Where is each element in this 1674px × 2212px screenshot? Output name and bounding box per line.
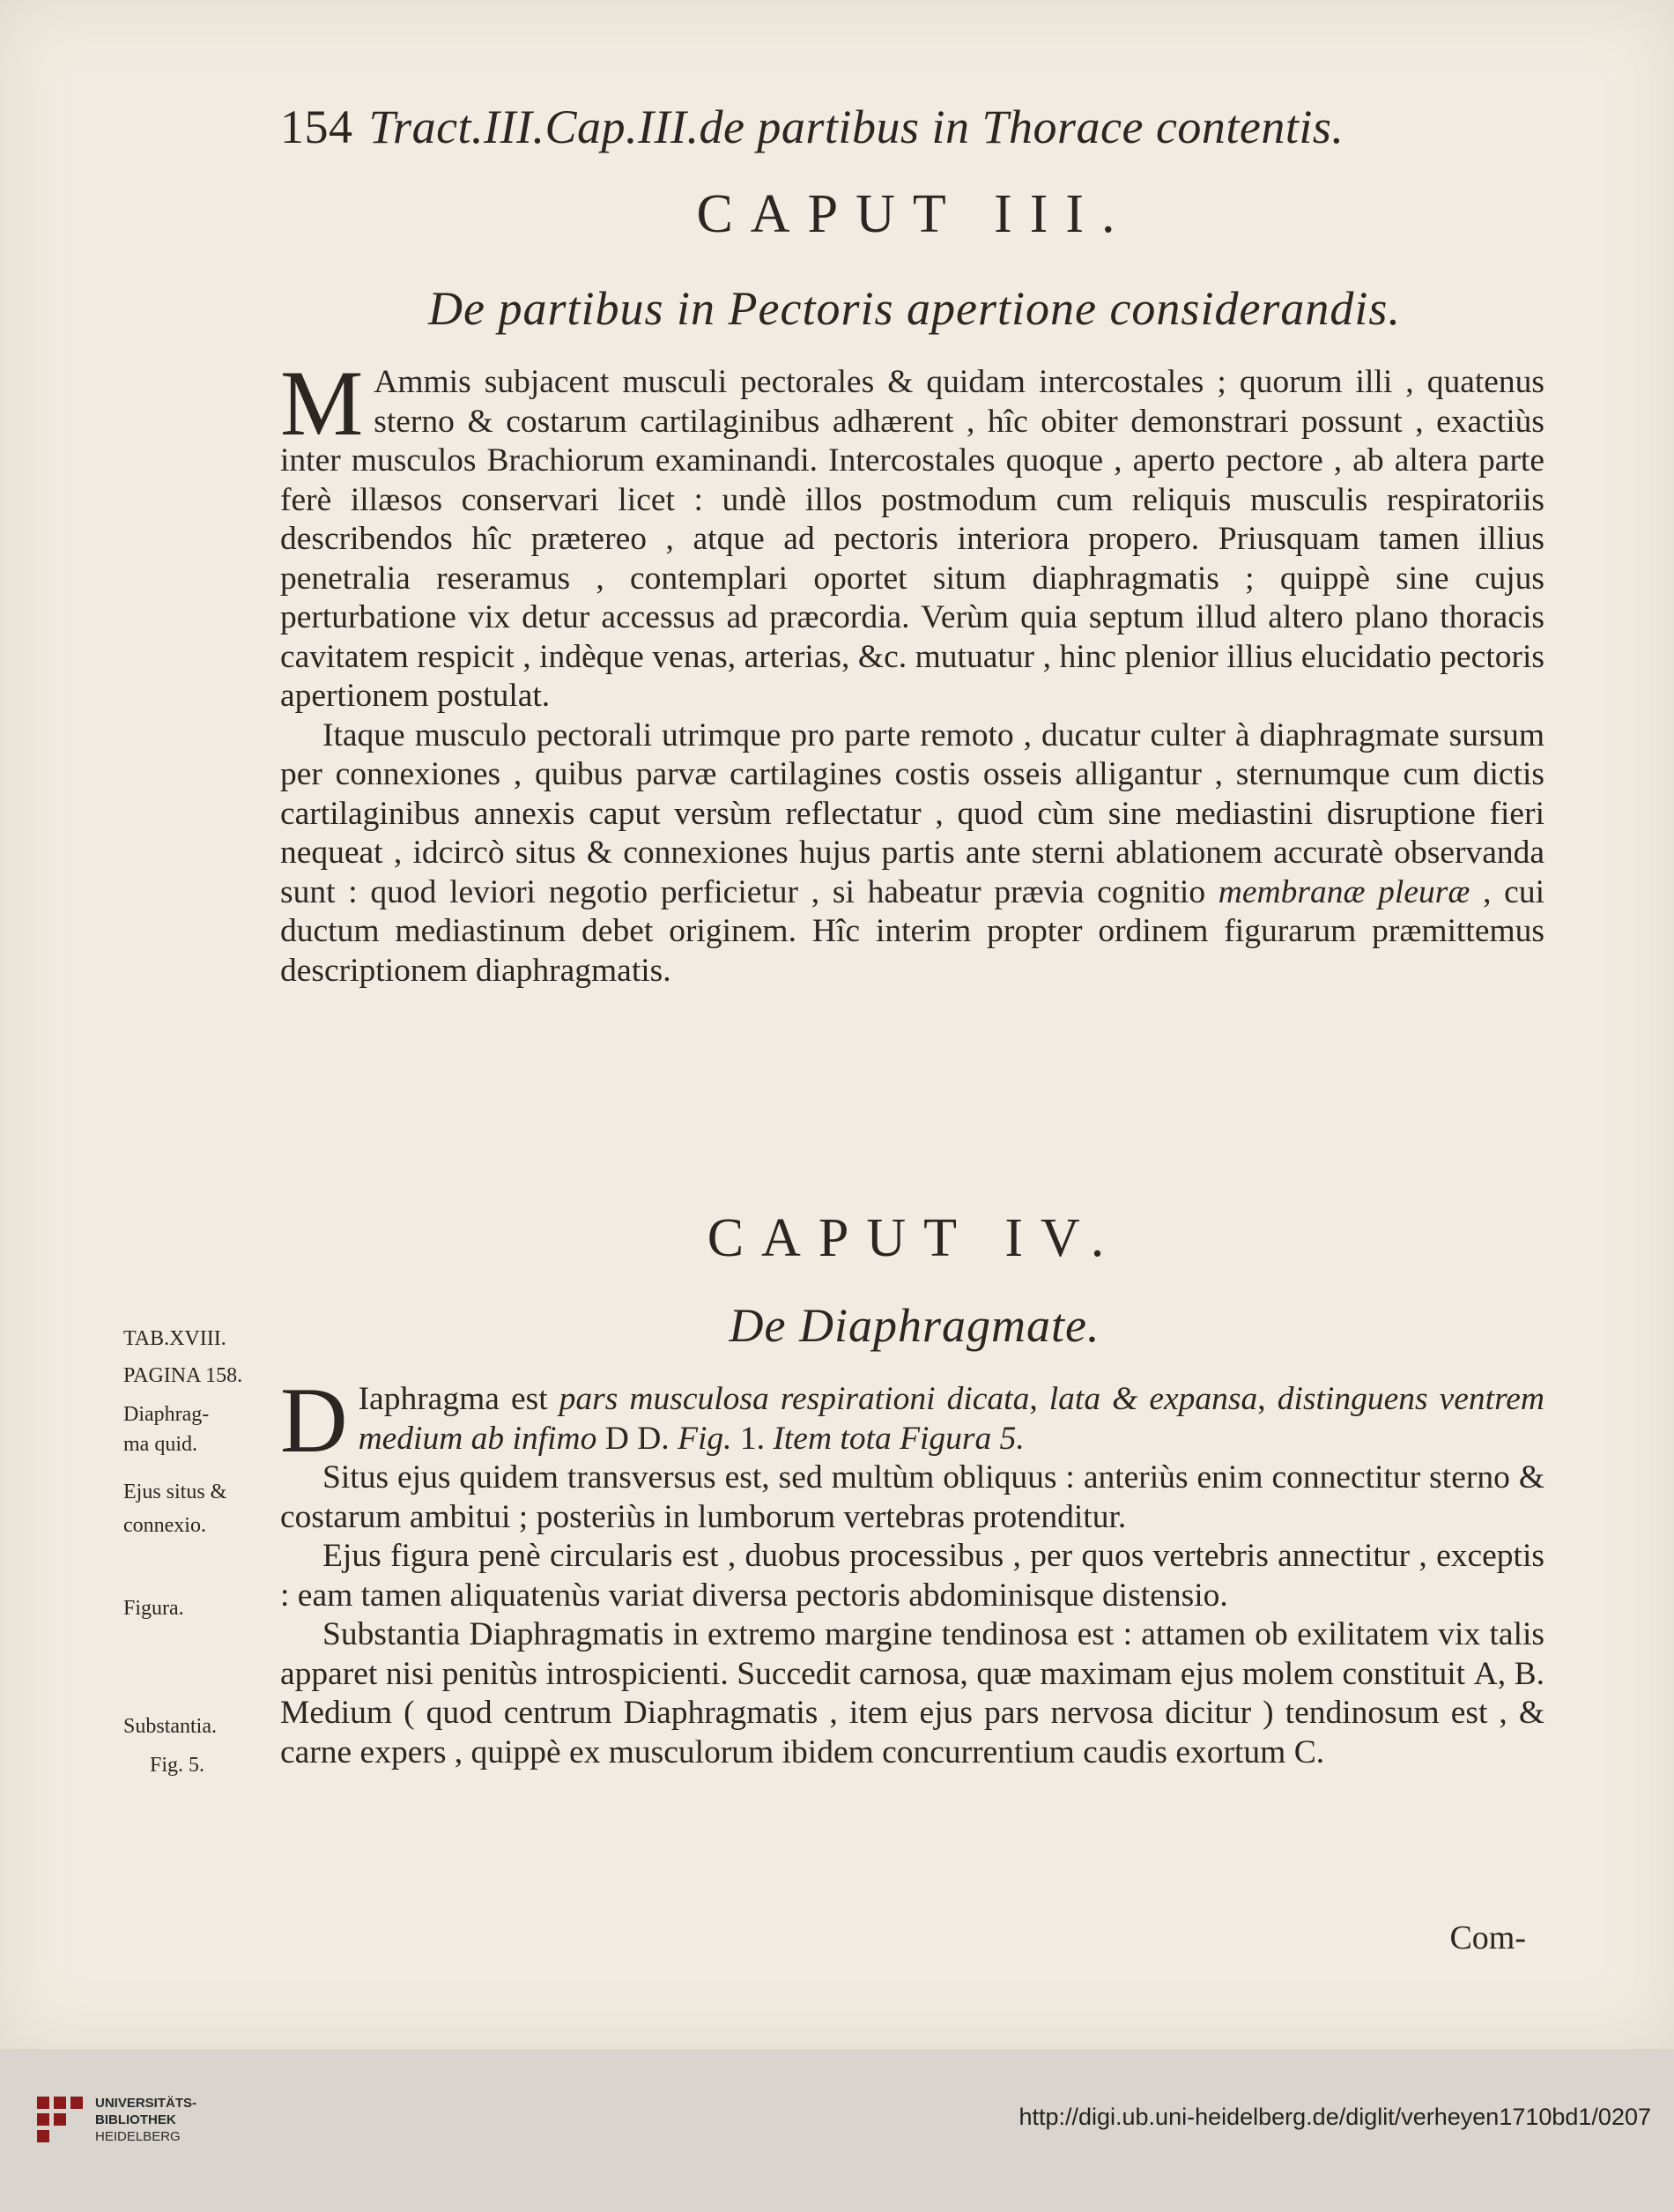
figure-letters: C. <box>1293 1733 1325 1770</box>
library-name-line-2: BIBLIOTHEK <box>95 2112 176 2127</box>
chapter-4-paragraph-4 <box>280 1615 1544 1772</box>
paragraph-text: Itaque musculo pectorali utrimque pro parte remoto , ducatur culter à diaphragmate sursum per connexiones , quibus parvæ cartilagines costis osseis alligantur , sternumque cum dictis cartilaginibus annexis caput versùm reflectatur , quod cùm sine mediastini disruptione fieri nequeat , idcircò situs & connexiones hujus partis ante sterni ablationem accuratè observanda sunt : quod leviori negotio perficietur , si habeatur prævia cognitio <box>280 716 1544 910</box>
chapter-4-body <box>280 1369 1545 1772</box>
chapter-3-subtitle: De partibus in Pectoris apertione considerandis. <box>428 282 1401 335</box>
sidenote-substantia: Substantia. <box>123 1715 217 1738</box>
figure-number: 5. <box>999 1420 1025 1457</box>
sidenote-pagina: PAGINA 158. <box>123 1364 243 1387</box>
sidenote-figura: Figura. <box>123 1597 184 1620</box>
running-title: Tract.III.Cap.III.de partibus in Thorace contentis. <box>368 100 1344 153</box>
permalink-url[interactable]: http://digi.ub.uni-heidelberg.de/diglit/verheyen1710bd1/0207 <box>1018 2104 1651 2130</box>
chapter-3-body <box>280 352 1544 991</box>
italic-text: pars musculosa respirationi dicata <box>559 1381 1030 1417</box>
sidenote-situs-1: Ejus situs & <box>123 1481 227 1503</box>
italic-text: distinguens ventrem medium ab infimo <box>358 1381 1545 1457</box>
punctuation: , <box>1257 1381 1266 1417</box>
chapter-4-paragraph-1 <box>280 1369 1545 1472</box>
sidenote-fig-5: Fig. 5. <box>150 1754 205 1777</box>
figure-ref: Fig. <box>678 1420 732 1457</box>
drop-cap: M <box>280 352 364 455</box>
paragraph-text: Ammis subjacent musculi pectorales & quidam intercostales ; quorum illi , quatenus sterno & costarum cartilaginibus adhærent , hîc obiter demonstrari possunt , exactiùs inter musculos Brachiorum examinandi. Intercostales quoque , aperto pectore , ab altera parte ferè illæsos conservari licet : undè illos postmodum cum reliquis musculis respiratoriis describendos hîc prætereo , atque ad pectoris interiora propero. Priusquam tamen illius penetralia reseramus , contemplari oportet situm diaphragmatis ; quippè sine cujus perturbatione vix detur accessus ad præcordia. Verùm quia septum illud altero plano thoracis cavitatem respicit , indèque venas, arterias, &c. mutuatur , hinc plenior illius elucidatio pectoris apertionem postulat. <box>280 364 1544 714</box>
sidenote-situs-2: connexio. <box>123 1514 206 1537</box>
paragraph-text: Iaphragma est <box>358 1381 548 1417</box>
paragraph-text: , cui ductum mediastinum debet originem. Hîc interim propter ordinem figurarum præmittemus descriptionem diaphragmatis. <box>280 873 1544 989</box>
library-name[interactable] <box>95 2095 196 2145</box>
page-number: 154 <box>280 100 353 153</box>
catchword: Com- <box>1449 1919 1526 1956</box>
university-library-logo-icon <box>33 2093 86 2146</box>
figure-number: 1. <box>739 1420 766 1457</box>
paragraph-text: Medium ( quod centrum Diaphragmatis , item ejus pars nervosa dicitur ) tendinosum est , & carne expers , quippè ex musculorum ibidem concurrentium caudis exortum <box>280 1695 1544 1770</box>
chapter-3-paragraph-1 <box>280 352 1544 716</box>
chapter-3-heading: CAPUT III. <box>696 184 1133 244</box>
sidenote-tab: TAB.XVIII. <box>123 1327 226 1350</box>
italic-term: membranæ pleuræ <box>1218 873 1470 910</box>
sidenote-diaphrag-1: Diaphrag- <box>123 1403 210 1426</box>
viewer-footer <box>0 2049 1674 2212</box>
sidenote-diaphrag-2: ma quid. <box>123 1433 197 1456</box>
drop-cap: D <box>280 1369 348 1472</box>
figure-letters: D D. <box>604 1420 670 1457</box>
punctuation: , <box>1029 1381 1038 1417</box>
library-name-line-3: HEIDELBERG <box>95 2129 181 2144</box>
chapter-4-paragraph-3: Ejus figura penè circularis est , duobus processibus , per quos vertebris annectitur , exceptis : eam tamen aliquatenùs variat diversa pectoris abdominisque distensio. <box>280 1538 1544 1614</box>
library-name-line-1: UNIVERSITÄTS- <box>95 2096 197 2111</box>
running-header <box>280 99 1549 155</box>
italic-text: Item tota Figura <box>773 1420 992 1457</box>
paragraph-text: Substantia Diaphragmatis in extremo margine tendinosa est : attamen ob exilitatem vix talis apparet nisi penitùs introspicienti. Succedit carnosa, quæ maximam ejus molem constituit <box>280 1616 1544 1692</box>
italic-text: lata & expansa <box>1048 1381 1258 1417</box>
figure-letters: A, B. <box>1473 1655 1545 1692</box>
chapter-4-subtitle: De Diaphragmate. <box>729 1299 1100 1352</box>
chapter-3-paragraph-2 <box>280 716 1544 991</box>
chapter-4-heading: CAPUT IV. <box>707 1208 1122 1268</box>
chapter-4-paragraph-2: Situs ejus quidem transversus est, sed multùm obliquus : anteriùs enim connectitur sterno & costarum ambitui ; posteriùs in lumborum vertebras protenditur. <box>280 1459 1544 1535</box>
